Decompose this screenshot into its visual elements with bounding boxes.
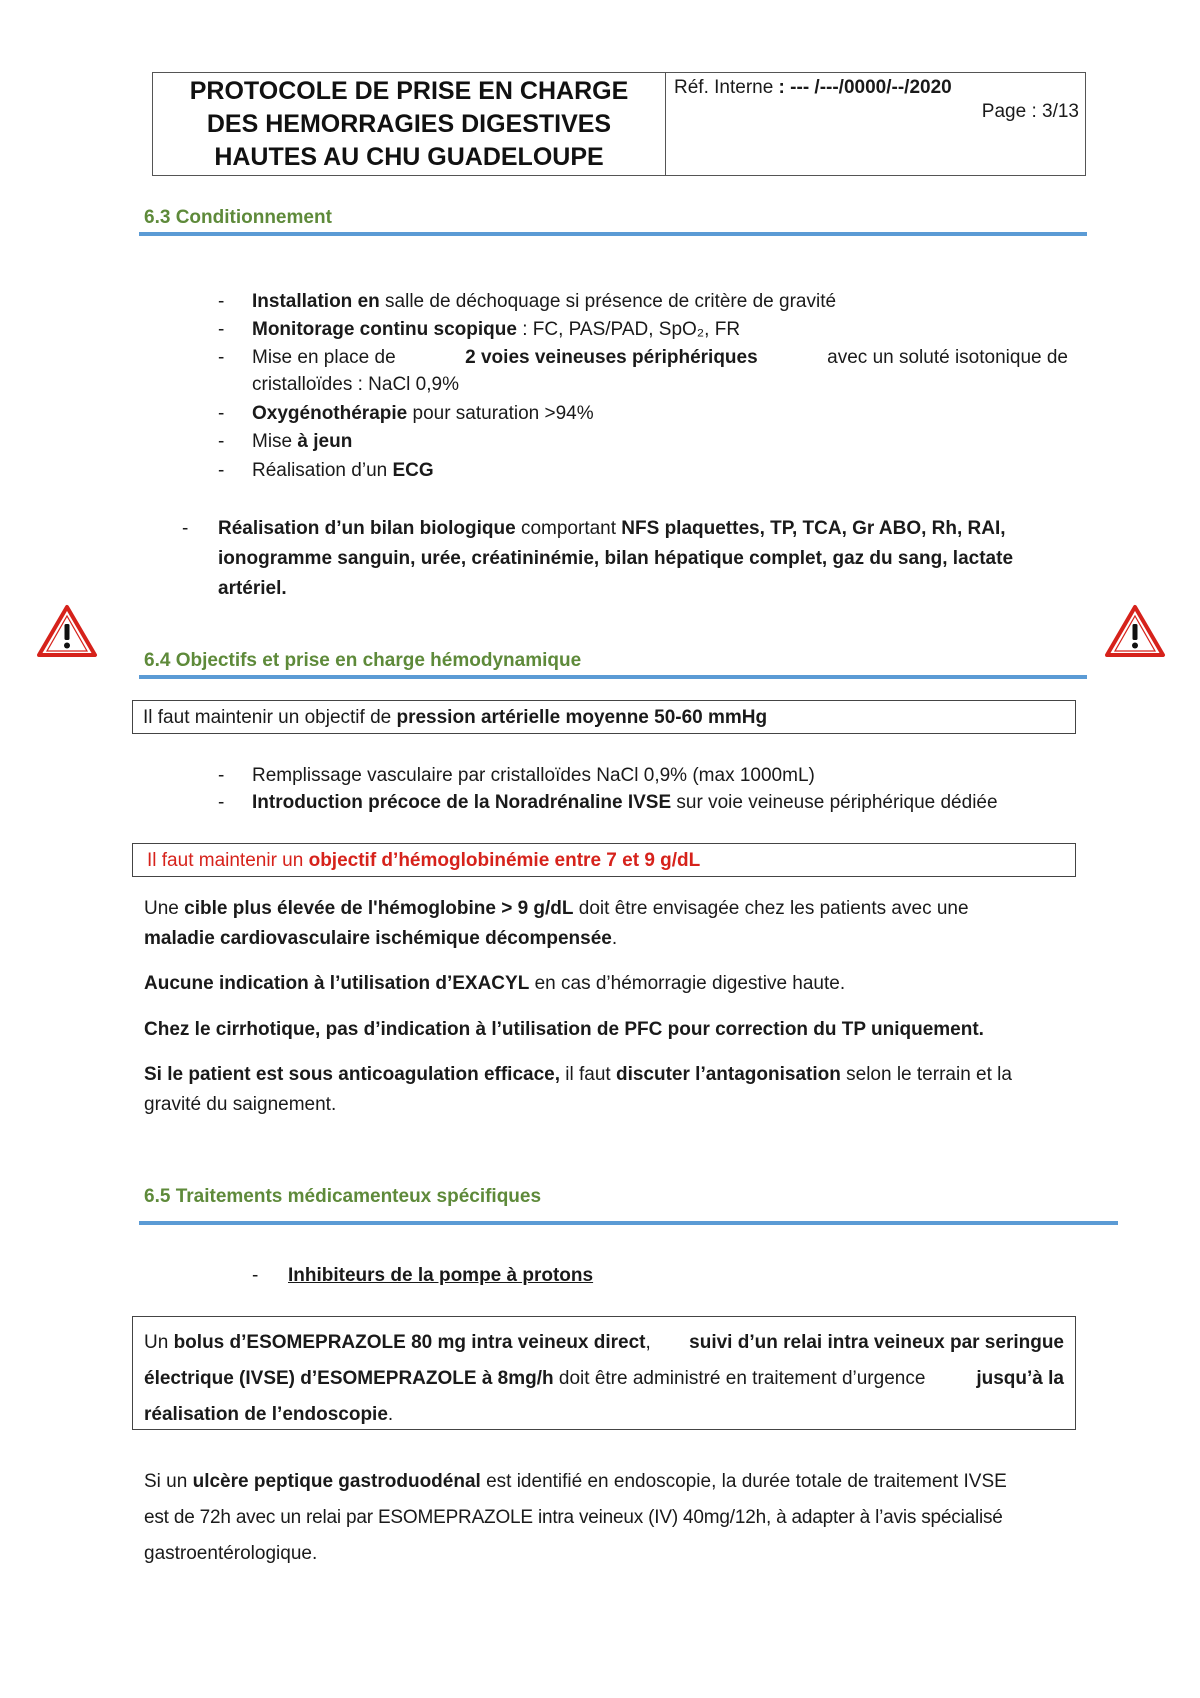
warning-triangle-icon [1104, 604, 1166, 658]
list-item: - Mise en place de 2 voies veineuses périphériques avec un soluté isotonique de cristalloïdes : NaCl 0,9% [218, 347, 1068, 395]
header-title-cell [153, 73, 666, 175]
section-title-6-5: 6.5 Traitements médicamenteux spécifiques [144, 1186, 542, 1207]
paragraph: Une cible plus élevée de l'hémoglobine > 9 g/dL doit être envisagée chez les patients avec une maladie cardiovasculaire ischémique décompensée. [144, 898, 969, 949]
header-ref-cell [666, 73, 1085, 175]
section-title-6-3: 6.3 Conditionnement [144, 207, 332, 228]
section-title-6-4: 6.4 Objectifs et prise en charge hémodynamique [144, 650, 582, 671]
paragraph: Aucune indication à l’utilisation d’EXACYL en cas d’hémorragie digestive haute. [144, 973, 846, 994]
protocol-title: PROTOCOLE DE PRISE EN CHARGE DES HEMORRAGIES DIGESTIVES HAUTES AU CHU GUADELOUPE [189, 76, 629, 171]
warning-triangle-icon [36, 604, 98, 658]
internal-reference: Réf. Interne : --- /---/0000/--/2020 [674, 77, 952, 98]
map-objective-box: Il faut maintenir un objectif de pression artérielle moyenne 50-60 mmHg [132, 700, 1076, 734]
section-rule [139, 675, 1087, 679]
hemoglobin-objective-box: Il faut maintenir un objectif d’hémoglobinémie entre 7 et 9 g/dL [132, 843, 1076, 877]
section-rule [139, 1221, 1118, 1225]
document-header [152, 72, 1086, 176]
section-rule [139, 232, 1087, 236]
paragraph: Si un ulcère peptique gastroduodénal est identifié en endoscopie, la durée totale de traitement IVSE est de 72h avec un relai par ESOMEPRAZOLE intra veineux (IV) 40mg/12h, à adapter à l’avis spécialisé gastroentérologique. [144, 1471, 1007, 1564]
esomeprazole-box: Un bolus d’ESOMEPRAZOLE 80 mg intra veineux direct, suivi d’un relai intra veineux par seringue électrique (IVSE) d’ESOMEPRAZOLE à 8mg/h doit être administré en traitement d’urgence jusqu’à la réalisation de l’endoscopie. [132, 1316, 1076, 1430]
paragraph: Si le patient est sous anticoagulation efficace, il faut discuter l’antagonisation selon le terrain et la gravité du saignement. [144, 1064, 1012, 1115]
page-number: Page : 3/13 [981, 101, 1079, 122]
paragraph: Chez le cirrhotique, pas d’indication à l’utilisation de PFC pour correction du TP uniquement. [144, 1019, 984, 1040]
document-page: PROTOCOLE DE PRISE EN CHARGE DES HEMORRAGIES DIGESTIVES HAUTES AU CHU GUADELOUPE Réf. Interne : --- /---/0000/--/2020 Page : 3/13 6.3 Conditionnement - Installation en salle de déchoquage si présence de critère de gravité - Monitorage continu scopique : FC, PAS/PAD, SpO₂, FR - Mise en place de 2 voies veineuses périphériques avec un soluté isotonique de cristalloïdes : NaCl 0,9% - Oxygénothérapie pour saturation >94% - Mise à jeun - Réalisation d’un ECG - Réalisation d’un bilan biologique comportant NFS plaquettes, TP, TCA, Gr ABO, Rh, RAI, ionogramme sanguin, urée, créatininémie, bilan hépatique complet, gaz du sang, lactate artériel. 6.4 Objectifs et prise en charge hémodynamique Il faut maintenir un objectif de pression artérielle moyenne 50-60 mmHg - Remplissage vasculaire par cristalloïdes NaCl 0,9% (max 1000mL) - Introduction précoce de la Noradrénaline IVSE sur voie veineuse périphérique dédiée Il faut maintenir un objectif d’hémoglobinémie entre 7 et 9 g/dL Une cible plus élevée de l'hémoglobine > 9 g/dL doit être envisagée chez les patients avec une maladie cardiovasculaire ischémique décompensée. Aucune indication à l’utilisation d’EXACYL en cas d’hémorragie digestive haute. Chez le cirrhotique, pas d’indication à l’utilisation de PFC pour correction du TP uniquement. Si le patient est sous anticoagulation efficace, il faut discuter l’antagonisation selon le terrain et la gravité du saignement. 6.5 Traitements médicamenteux spécifiques - Inhibiteurs de la pompe à protons Un bolus d’ESOMEPRAZOLE 80 mg intra veineux direct, suivi d’un relai intra veineux par seringue électrique (IVSE) d’ESOMEPRAZOLE à 8mg/h doit être administré en traitement d’urgence jusqu’à la réalisation de l’endoscopie. Si un ulcère peptique gastroduodénal est identifié en endoscopie, la durée totale de traitement IVSE est de 72h avec un relai par ESOMEPRAZOLE intra veineux (IV) 40mg/12h, à adapter à l’avis spécialisé gastroentérologique. [0, 0, 1200, 1698]
